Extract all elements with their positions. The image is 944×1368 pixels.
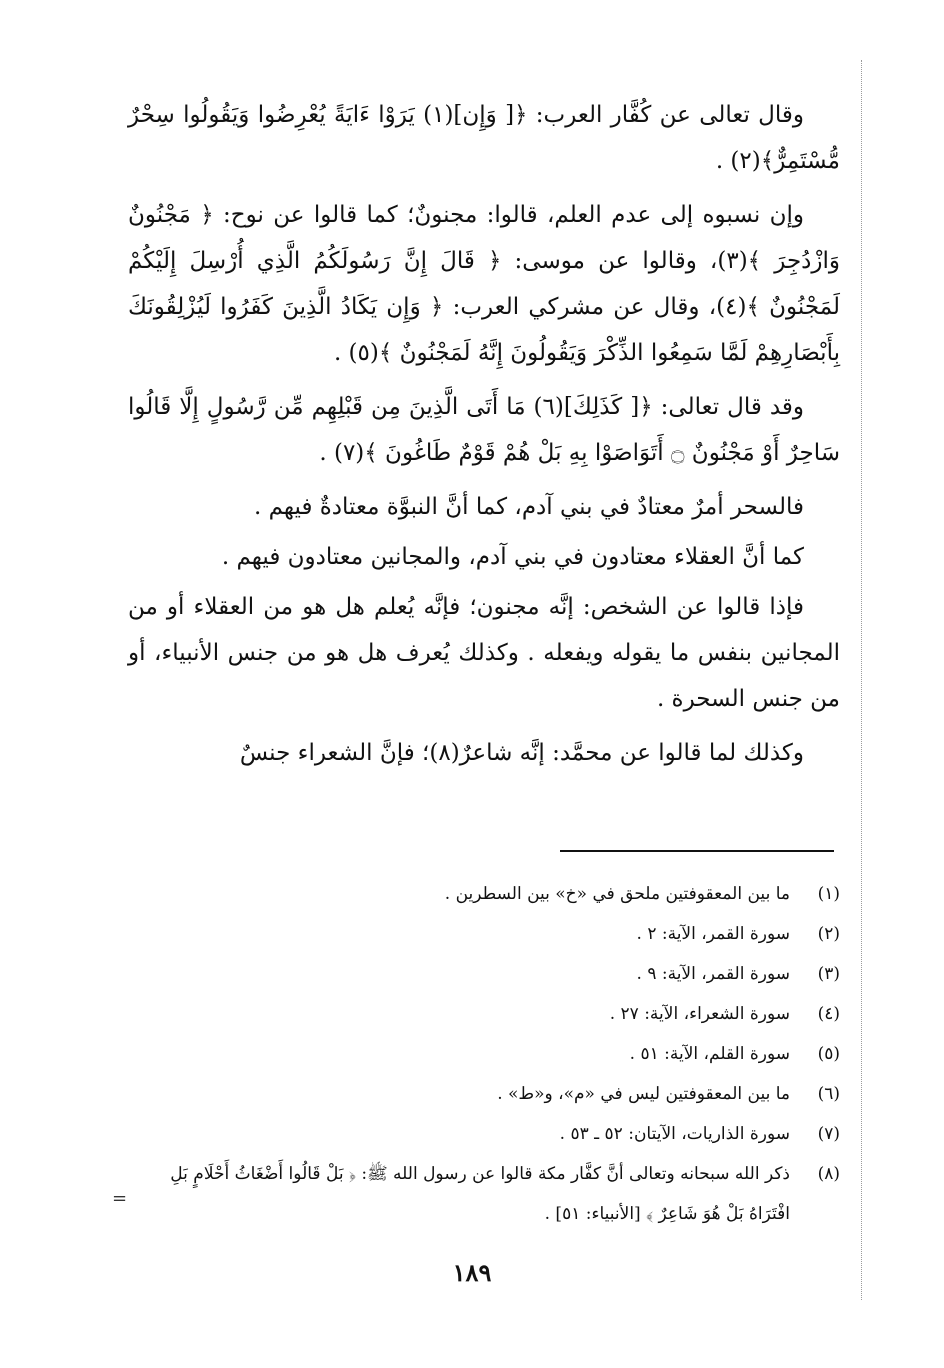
footnote-text: ما بين المعقوفتين ملحق في «خ» بين السطرين . [444,884,790,904]
footnote [128,1154,840,1234]
footnote [128,874,840,914]
footnote-number: (٤) [817,1004,840,1024]
paragraph: فالسحر أمرٌ معتادٌ في بني آدم، كما أنَّ النبوَّة معتادةٌ فيهم . [253,494,804,520]
footnotes [128,874,840,1234]
page-edge-dotted-line [861,60,862,1300]
continuation-mark: = [112,1188,128,1209]
paragraph: وقال تعالى عن كُفَّار العرب: ﴿[ وَإِن](١) يَرَوْا ءَايَةً يُعْرِضُوا وَيَقُولُوا سِحْرٌ مُّسْتَمِرٌّ﴾(٢) . [128,102,840,174]
footnote [128,1074,840,1114]
footnote-text: سورة القلم، الآية: ٥١ . [629,1044,790,1064]
paragraph: وقد قال تعالى: ﴿[ كَذَلِكَ](٦) مَا أَتَى الَّذِينَ مِن قَبْلِهِم مِّن رَّسُولٍ إِلَّا قَالُوا سَاحِرٌ أَوْ مَجْنُونٌ ۝ أَتَوَاصَوْا بِهِ بَلْ هُمْ قَوْمٌ طَاغُونَ ﴾(٧) . [128,394,840,466]
main-text [128,92,840,784]
footnote [128,954,840,994]
footnote-number: (٧) [817,1124,840,1144]
footnote-text: ما بين المعقوفتين ليس في «م»، و«ط» . [497,1084,790,1104]
page-number: ١٨٩ [452,1258,492,1287]
footnote-number: (٦) [817,1084,840,1104]
footnote-number: (٨) [817,1164,840,1184]
footnote [128,1114,840,1154]
paragraph: وكذلك لما قالوا عن محمَّد: إنَّه شاعرٌ(٨)؛ فإنَّ الشعراء جنسٌ [239,740,804,766]
footnote [128,914,840,954]
footnote-text: سورة القمر، الآية: ٩ . [636,964,790,984]
footnote-text: سورة القمر، الآية: ٢ . [636,924,790,944]
paragraph: فإذا قالوا عن الشخص: إنَّه مجنون؛ فإنَّه يُعلم هل هو من العقلاء أو من المجانين بنفس ما يقوله ويفعله . وكذلك يُعرف هل هو من جنس الأنبياء، أو من جنس السحرة . [128,594,840,712]
footnote-text: ذكر الله سبحانه وتعالى أنَّ كفَّار مكة قالوا عن رسول الله ﷺ: ﴿ بَلْ قَالُوا أَضْغَاثُ أَحْلَامٍ بَلِ افْتَرَاهُ بَلْ هُوَ شَاعِرٌ ﴾ [الأنبياء: ٥١] . [170,1164,790,1224]
footnote-number: (٣) [817,964,840,984]
footnote-text: سورة الشعراء، الآية: ٢٧ . [609,1004,790,1024]
footnote-number: (١) [817,884,840,904]
footnote-number: (٥) [817,1044,840,1064]
footnote-separator [560,850,834,852]
paragraph: وإن نسبوه إلى عدم العلم، قالوا: مجنونٌ؛ كما قالوا عن نوح: ﴿ مَجْنُونٌ وَازْدُجِرَ ﴾(٣)، وقالوا عن موسى: ﴿ قَالَ إِنَّ رَسُولَكُمُ الَّذِي أُرْسِلَ إِلَيْكُمْ لَمَجْنُونٌ ﴾(٤)، وقال عن مشركي العرب: ﴿ وَإِن يَكَادُ الَّذِينَ كَفَرُوا لَيُزْلِقُونَكَ بِأَبْصَارِهِمْ لَمَّا سَمِعُوا الذِّكْرَ وَيَقُولُونَ إِنَّهُ لَمَجْنُونٌ ﴾(٥) . [128,202,841,366]
footnote-text: سورة الذاريات، الآيتان: ٥٢ ـ ٥٣ . [559,1124,790,1144]
footnote [128,994,840,1034]
footnote-number: (٢) [817,924,840,944]
paragraph: كما أنَّ العقلاء معتادون في بني آدم، والمجانين معتادون فيهم . [221,544,804,570]
footnote [128,1034,840,1074]
